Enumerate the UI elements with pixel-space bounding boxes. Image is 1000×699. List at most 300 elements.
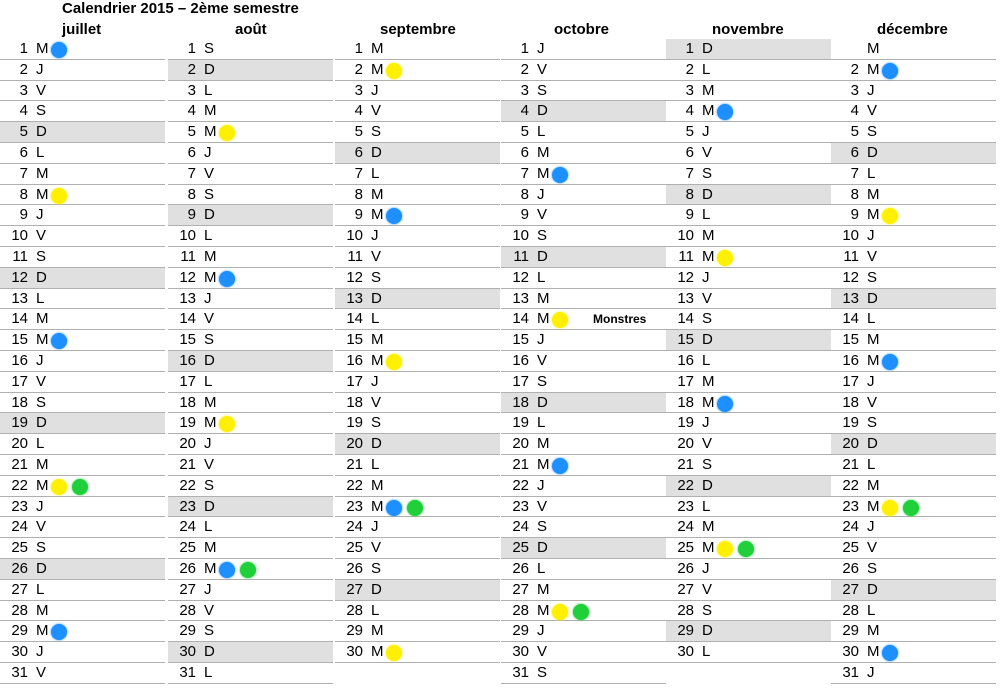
day-number: 29 xyxy=(677,622,694,640)
day-row xyxy=(335,538,500,559)
weekday-letter: S xyxy=(204,476,215,494)
blue-dot-icon xyxy=(552,167,568,183)
event-markers xyxy=(219,125,235,140)
weekday-letter: L xyxy=(36,435,45,453)
day-row xyxy=(335,372,500,393)
blue-dot-icon xyxy=(717,104,733,120)
day-number: 29 xyxy=(346,622,363,640)
day-row xyxy=(335,39,500,60)
weekday-letter: M xyxy=(537,580,550,598)
weekday-letter: V xyxy=(36,227,47,245)
day-row xyxy=(0,517,165,538)
day-row xyxy=(501,101,666,122)
day-row xyxy=(168,101,333,122)
weekday-letter: V xyxy=(702,580,713,598)
day-number: 12 xyxy=(677,268,694,286)
weekday-letter: L xyxy=(702,206,711,224)
day-row xyxy=(501,621,666,642)
day-number: 8 xyxy=(520,185,529,203)
day-number: 14 xyxy=(179,310,196,328)
weekday-letter: J xyxy=(36,206,44,224)
weekday-letter: D xyxy=(204,60,215,78)
day-row xyxy=(335,413,500,434)
day-row xyxy=(168,205,333,226)
weekday-letter: S xyxy=(702,601,713,619)
day-row xyxy=(831,455,996,476)
day-row xyxy=(831,434,996,455)
weekday-letter: S xyxy=(204,185,215,203)
day-number: 20 xyxy=(512,435,529,453)
day-number: 13 xyxy=(842,289,859,307)
event-markers xyxy=(717,396,733,411)
weekday-letter: S xyxy=(36,102,47,120)
day-number: 5 xyxy=(685,123,694,141)
weekday-letter: V xyxy=(537,497,548,515)
day-row xyxy=(335,517,500,538)
day-number: 5 xyxy=(850,123,859,141)
day-row xyxy=(666,455,831,476)
month-name: novembre xyxy=(712,21,784,38)
day-row xyxy=(666,81,831,102)
weekday-letter: V xyxy=(371,393,382,411)
day-row xyxy=(666,330,831,351)
day-row xyxy=(168,601,333,622)
day-row xyxy=(831,309,996,330)
weekday-letter: M xyxy=(36,601,49,619)
day-number: 20 xyxy=(346,435,363,453)
weekday-letter: M xyxy=(867,331,880,349)
weekday-letter: D xyxy=(36,414,47,432)
weekday-letter: J xyxy=(537,476,545,494)
weekday-letter: M xyxy=(867,643,880,661)
day-row xyxy=(666,517,831,538)
day-number: 18 xyxy=(842,393,859,411)
weekday-letter: M xyxy=(537,310,550,328)
weekday-letter: S xyxy=(204,40,215,57)
weekday-letter: M xyxy=(371,351,384,369)
day-number: 27 xyxy=(842,580,859,598)
day-number: 5 xyxy=(354,123,363,141)
event-markers xyxy=(882,500,919,515)
weekday-letter: M xyxy=(204,102,217,120)
event-markers xyxy=(882,208,898,223)
weekday-letter: J xyxy=(371,227,379,245)
day-row xyxy=(501,247,666,268)
day-row xyxy=(831,185,996,206)
day-number: 10 xyxy=(512,227,529,245)
green-dot-icon xyxy=(407,500,423,516)
day-number: 17 xyxy=(179,372,196,390)
weekday-letter: D xyxy=(867,289,878,307)
month-column-aout xyxy=(168,20,333,685)
weekday-letter: L xyxy=(204,663,213,681)
weekday-letter: J xyxy=(36,643,44,661)
day-row xyxy=(335,476,500,497)
weekday-letter: S xyxy=(867,123,878,141)
weekday-letter: M xyxy=(867,60,880,78)
day-number: 30 xyxy=(11,643,28,661)
day-row xyxy=(168,122,333,143)
day-row xyxy=(831,663,996,684)
month-name: décembre xyxy=(877,21,948,38)
day-row xyxy=(501,497,666,518)
weekday-letter: D xyxy=(537,393,548,411)
event-markers xyxy=(386,645,402,660)
weekday-letter: S xyxy=(371,123,382,141)
day-row xyxy=(666,185,831,206)
day-number: 23 xyxy=(677,497,694,515)
weekday-letter: M xyxy=(702,81,715,99)
day-row xyxy=(501,393,666,414)
weekday-letter: D xyxy=(867,580,878,598)
weekday-letter: V xyxy=(537,643,548,661)
day-row xyxy=(831,497,996,518)
weekday-letter: M xyxy=(537,164,550,182)
day-number: 3 xyxy=(520,81,529,99)
day-number: 7 xyxy=(850,164,859,182)
day-row xyxy=(666,497,831,518)
weekday-letter: D xyxy=(702,40,713,57)
day-row xyxy=(168,372,333,393)
weekday-letter: M xyxy=(867,497,880,515)
blue-dot-icon xyxy=(882,645,898,661)
day-number: 24 xyxy=(677,518,694,536)
day-row xyxy=(168,60,333,81)
day-row xyxy=(335,330,500,351)
day-number: 2 xyxy=(354,60,363,78)
day-number: 9 xyxy=(19,206,28,224)
weekday-letter: M xyxy=(702,102,715,120)
day-number: 4 xyxy=(187,102,196,120)
event-markers xyxy=(219,562,256,577)
weekday-letter: M xyxy=(537,289,550,307)
day-row xyxy=(666,642,831,663)
yellow-dot-icon xyxy=(219,416,235,432)
day-number: 9 xyxy=(520,206,529,224)
weekday-letter: S xyxy=(36,539,47,557)
day-number: 16 xyxy=(11,351,28,369)
day-row xyxy=(168,247,333,268)
month-column-juillet xyxy=(0,20,165,685)
day-row xyxy=(168,143,333,164)
day-row xyxy=(501,455,666,476)
day-row xyxy=(666,580,831,601)
weekday-letter: M xyxy=(371,476,384,494)
day-number: 16 xyxy=(842,351,859,369)
day-row xyxy=(666,434,831,455)
weekday-letter: L xyxy=(371,601,380,619)
day-number: 11 xyxy=(513,247,529,265)
weekday-letter: V xyxy=(867,102,878,120)
day-row xyxy=(501,538,666,559)
day-number: 19 xyxy=(179,414,196,432)
day-number: 5 xyxy=(19,123,28,141)
day-row xyxy=(831,164,996,185)
day-number: 19 xyxy=(842,414,859,432)
day-row xyxy=(831,205,996,226)
day-row xyxy=(831,81,996,102)
day-number: 1 xyxy=(19,40,28,57)
weekday-letter: L xyxy=(867,455,876,473)
day-number: 12 xyxy=(512,268,529,286)
weekday-letter: V xyxy=(36,81,47,99)
day-row xyxy=(501,122,666,143)
day-number: 3 xyxy=(685,81,694,99)
day-row xyxy=(168,351,333,372)
event-markers xyxy=(386,63,402,78)
event-markers xyxy=(717,104,733,119)
yellow-dot-icon xyxy=(717,541,733,557)
day-number: 23 xyxy=(346,497,363,515)
day-row xyxy=(335,164,500,185)
day-number: 14 xyxy=(11,310,28,328)
day-number: 24 xyxy=(842,518,859,536)
weekday-letter: D xyxy=(371,143,382,161)
month-name: juillet xyxy=(62,21,102,38)
day-row xyxy=(666,122,831,143)
weekday-letter: J xyxy=(537,185,545,203)
weekday-letter: M xyxy=(867,185,880,203)
weekday-letter: V xyxy=(371,102,382,120)
weekday-letter: J xyxy=(867,663,875,681)
day-number: 11 xyxy=(843,247,859,265)
weekday-letter: V xyxy=(702,289,713,307)
weekday-letter: J xyxy=(371,518,379,536)
day-number: 22 xyxy=(11,476,28,494)
day-number: 30 xyxy=(346,643,363,661)
blue-dot-icon xyxy=(51,624,67,640)
weekday-letter: S xyxy=(537,372,548,390)
day-row xyxy=(335,247,500,268)
day-row xyxy=(831,143,996,164)
day-row xyxy=(831,393,996,414)
weekday-letter: M xyxy=(702,539,715,557)
yellow-dot-icon xyxy=(51,479,67,495)
day-row xyxy=(831,642,996,663)
weekday-letter: D xyxy=(204,643,215,661)
day-number: 25 xyxy=(512,539,529,557)
event-markers xyxy=(51,479,88,494)
day-row xyxy=(831,268,996,289)
green-dot-icon xyxy=(72,479,88,495)
month-name: août xyxy=(235,21,267,38)
day-number: 16 xyxy=(179,351,196,369)
weekday-letter: S xyxy=(36,393,47,411)
weekday-letter: V xyxy=(867,247,878,265)
day-number: 21 xyxy=(179,455,196,473)
weekday-letter: D xyxy=(702,476,713,494)
blue-dot-icon xyxy=(386,500,402,516)
day-number: 21 xyxy=(677,455,694,473)
weekday-letter: S xyxy=(204,622,215,640)
day-row xyxy=(0,455,165,476)
day-number: 10 xyxy=(842,227,859,245)
weekday-letter: M xyxy=(36,622,49,640)
weekday-letter: M xyxy=(36,455,49,473)
day-number: 5 xyxy=(520,123,529,141)
day-number: 25 xyxy=(677,539,694,557)
day-row xyxy=(0,185,165,206)
day-number: 17 xyxy=(346,372,363,390)
weekday-letter: J xyxy=(537,622,545,640)
weekday-letter: L xyxy=(204,518,213,536)
yellow-dot-icon xyxy=(386,645,402,661)
event-markers xyxy=(51,333,67,348)
weekday-letter: J xyxy=(702,559,710,577)
day-number: 18 xyxy=(677,393,694,411)
weekday-letter: D xyxy=(204,497,215,515)
weekday-letter: J xyxy=(371,372,379,390)
weekday-letter: L xyxy=(204,227,213,245)
weekday-letter: L xyxy=(371,310,380,328)
event-markers xyxy=(552,604,589,619)
weekday-letter: V xyxy=(204,164,215,182)
day-row xyxy=(335,559,500,580)
weekday-letter: J xyxy=(204,143,212,161)
day-number: 21 xyxy=(842,455,859,473)
day-number: 17 xyxy=(11,372,28,390)
day-row xyxy=(168,413,333,434)
day-row xyxy=(335,580,500,601)
day-row xyxy=(335,309,500,330)
month-column-novembre xyxy=(666,20,831,685)
day-row xyxy=(666,226,831,247)
weekday-letter: V xyxy=(371,539,382,557)
day-row xyxy=(501,372,666,393)
weekday-letter: S xyxy=(36,247,47,265)
weekday-letter: M xyxy=(867,351,880,369)
weekday-letter: J xyxy=(867,372,875,390)
day-row xyxy=(831,226,996,247)
month-column-decembre xyxy=(831,20,996,685)
day-row xyxy=(831,476,996,497)
weekday-letter: L xyxy=(537,123,546,141)
day-number: 25 xyxy=(179,539,196,557)
day-number: 11 xyxy=(180,247,196,265)
day-number: 14 xyxy=(842,310,859,328)
weekday-letter: L xyxy=(371,455,380,473)
weekday-letter: M xyxy=(537,455,550,473)
day-number: 7 xyxy=(685,164,694,182)
day-row xyxy=(0,39,165,60)
weekday-letter: S xyxy=(702,455,713,473)
day-number: 12 xyxy=(842,268,859,286)
day-number: 23 xyxy=(512,497,529,515)
weekday-letter: L xyxy=(702,643,711,661)
weekday-letter: D xyxy=(537,102,548,120)
day-number: 29 xyxy=(842,622,859,640)
day-number: 6 xyxy=(354,143,363,161)
day-row xyxy=(501,601,666,622)
day-number: 9 xyxy=(354,206,363,224)
day-row xyxy=(168,517,333,538)
day-number: 25 xyxy=(346,539,363,557)
event-markers xyxy=(717,250,733,265)
day-number: 9 xyxy=(850,206,859,224)
weekday-letter: S xyxy=(537,81,548,99)
day-row xyxy=(501,642,666,663)
weekday-letter: L xyxy=(867,310,876,328)
weekday-letter: M xyxy=(371,206,384,224)
blue-dot-icon xyxy=(717,396,733,412)
day-number: 20 xyxy=(842,435,859,453)
day-row xyxy=(831,101,996,122)
day-row xyxy=(168,226,333,247)
day-row xyxy=(168,559,333,580)
day-number: 30 xyxy=(179,643,196,661)
weekday-letter: S xyxy=(371,559,382,577)
day-number: 13 xyxy=(677,289,694,307)
day-row xyxy=(168,330,333,351)
day-number: 27 xyxy=(512,580,529,598)
day-number: 16 xyxy=(346,351,363,369)
day-number: 19 xyxy=(11,414,28,432)
day-row xyxy=(335,185,500,206)
weekday-letter: D xyxy=(702,622,713,640)
day-number: 28 xyxy=(179,601,196,619)
weekday-letter: M xyxy=(867,40,880,57)
day-number: 21 xyxy=(11,455,28,473)
day-row xyxy=(0,601,165,622)
day-number: 1 xyxy=(520,40,529,57)
day-row xyxy=(0,81,165,102)
weekday-letter: M xyxy=(702,227,715,245)
day-row xyxy=(335,81,500,102)
weekday-letter: M xyxy=(371,497,384,515)
day-row xyxy=(501,81,666,102)
event-note: Monstres xyxy=(593,312,647,327)
weekday-letter: D xyxy=(36,268,47,286)
weekday-letter: J xyxy=(702,123,710,141)
weekday-letter: V xyxy=(702,143,713,161)
day-row xyxy=(0,642,165,663)
day-number: 29 xyxy=(512,622,529,640)
day-number: 14 xyxy=(512,310,529,328)
weekday-letter: M xyxy=(702,518,715,536)
day-row xyxy=(501,476,666,497)
day-row xyxy=(335,101,500,122)
day-row xyxy=(666,351,831,372)
day-row xyxy=(335,289,500,310)
day-number: 8 xyxy=(354,185,363,203)
event-markers xyxy=(552,458,568,473)
weekday-letter: L xyxy=(36,143,45,161)
day-row xyxy=(501,517,666,538)
day-row xyxy=(501,559,666,580)
weekday-letter: V xyxy=(36,372,47,390)
day-number: 26 xyxy=(346,559,363,577)
day-number: 31 xyxy=(842,663,859,681)
day-number: 17 xyxy=(842,372,859,390)
day-row xyxy=(335,434,500,455)
yellow-dot-icon xyxy=(386,63,402,79)
blue-dot-icon xyxy=(882,354,898,370)
day-number: 2 xyxy=(850,60,859,78)
day-number: 24 xyxy=(512,518,529,536)
weekday-letter: L xyxy=(702,60,711,78)
day-number: 27 xyxy=(346,580,363,598)
day-number: 16 xyxy=(512,351,529,369)
day-row xyxy=(335,642,500,663)
day-row xyxy=(0,309,165,330)
event-markers xyxy=(386,500,423,515)
day-number: 8 xyxy=(187,185,196,203)
day-row xyxy=(666,60,831,81)
day-row xyxy=(0,393,165,414)
event-markers xyxy=(51,42,67,57)
day-row xyxy=(666,621,831,642)
day-row xyxy=(831,413,996,434)
